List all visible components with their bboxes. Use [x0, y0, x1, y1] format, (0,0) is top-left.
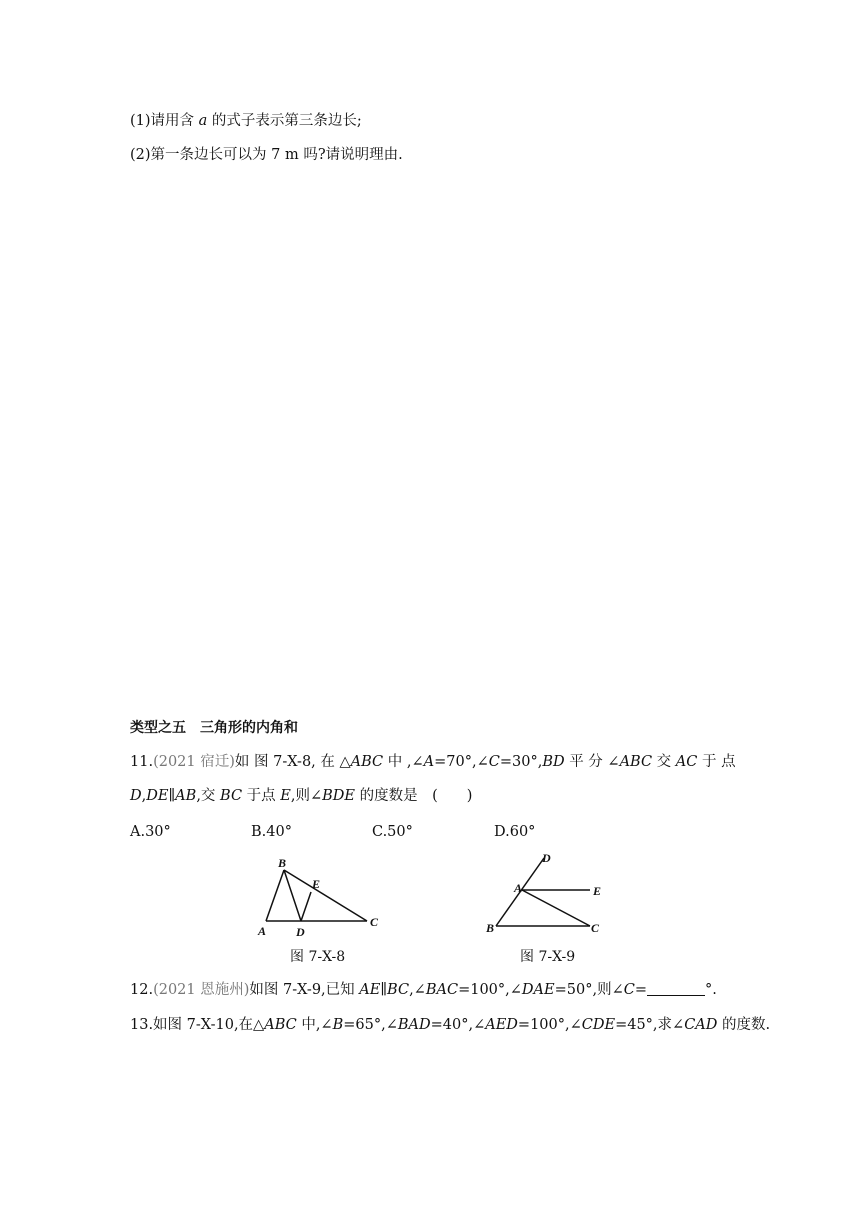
question-1-part-2: (2)第一条边长可以为 7 m 吗?请说明理由. — [130, 147, 403, 163]
math-symbol: DE — [146, 788, 169, 804]
answer-blank[interactable] — [647, 981, 705, 996]
text-run: =70°,∠ — [434, 754, 489, 770]
option-b: B.40° — [251, 824, 292, 840]
label-a: A — [514, 881, 523, 895]
math-symbol: BAD — [397, 1017, 431, 1033]
segment-ac — [522, 890, 590, 926]
text-run: =100°,∠ — [458, 982, 522, 998]
question-11-line-1: 11.(2021 宿迁)如 图 7-X-8, 在 △ABC 中 ,∠A=70°,∠C=30°,BD 平 分 ∠ABC 交 AC 于 点 — [130, 754, 736, 770]
figure-7-x-9 — [480, 848, 610, 940]
text-run: 13.如图 7-X-10,在△ — [130, 1017, 265, 1033]
math-symbol: E — [280, 788, 291, 804]
math-symbol: A — [423, 754, 435, 770]
math-symbol: ABC — [264, 1017, 297, 1033]
figure-7-x-9-caption: 图 7-X-9 — [520, 949, 576, 965]
text-run: 交 — [652, 754, 676, 770]
section-heading: 类型之五 三角形的内角和 — [130, 720, 298, 736]
math-symbol: ABC — [350, 754, 384, 770]
math-symbol: CAD — [684, 1017, 718, 1033]
label-e: E — [312, 877, 321, 891]
text-run: 的度数是 ( ) — [355, 788, 473, 804]
text-run: = — [634, 982, 647, 998]
math-symbol: B — [332, 1017, 344, 1033]
math-symbol: AB — [175, 788, 197, 804]
math-symbol: BC — [220, 788, 243, 804]
label-d: D — [296, 925, 305, 939]
text-run: ∥ — [380, 982, 388, 998]
math-symbol: AE — [359, 982, 381, 998]
text-run: =100°,∠ — [517, 1017, 582, 1033]
question-12: 12.(2021 恩施州)如图 7-X-9,已知 AE∥BC,∠BAC=100°,∠DAE=50°,则∠C= °. — [130, 982, 717, 998]
label-b: B — [278, 856, 287, 870]
question-11-line-2 — [130, 786, 472, 806]
segment-bd — [284, 870, 301, 921]
math-symbol: BC — [387, 982, 410, 998]
edge-ab — [266, 870, 284, 921]
question-11-source: (2021 宿迁) — [153, 754, 235, 770]
option-c: C.50° — [372, 824, 413, 840]
math-symbol: ABC — [619, 754, 653, 770]
label-d: D — [542, 851, 551, 865]
text-run: =65°,∠ — [343, 1017, 398, 1033]
label-a: A — [258, 924, 267, 938]
edge-bc — [284, 870, 367, 921]
text-run: 如图 7-X-9,已知 — [249, 982, 360, 998]
label-c: C — [591, 921, 600, 935]
math-symbol: AED — [485, 1017, 518, 1033]
text-run: 平 分 ∠ — [564, 754, 620, 770]
math-symbol: DAE — [521, 982, 555, 998]
text-run: =30°, — [499, 754, 543, 770]
label-e: E — [593, 884, 602, 898]
text-run: =40°,∠ — [430, 1017, 486, 1033]
text-run: =45°,求∠ — [615, 1017, 685, 1033]
question-13 — [130, 1015, 770, 1035]
math-symbol: BAC — [425, 982, 459, 998]
math-symbol: BD — [542, 754, 565, 770]
figure-7-x-8-caption: 图 7-X-8 — [290, 949, 346, 965]
text-run: 于点 — [242, 788, 281, 804]
text-run: 于 点 — [697, 754, 736, 770]
text-run: 如 图 7-X-8, 在 △ — [234, 754, 351, 770]
text-run: ,交 — [196, 788, 221, 804]
segment-de — [301, 892, 311, 921]
figure-7-x-8 — [250, 855, 390, 940]
math-symbol: AC — [675, 754, 698, 770]
question-1-part-1: (1)请用含 a 的式子表示第三条边长; — [130, 113, 362, 129]
math-symbol: CDE — [581, 1017, 616, 1033]
math-symbol: D — [130, 788, 142, 804]
math-symbol: C — [488, 754, 500, 770]
label-c: C — [370, 915, 379, 929]
question-12-source: (2021 恩施州) — [153, 982, 250, 998]
text-run: 中 ,∠ — [383, 754, 424, 770]
text-run: ,则∠ — [290, 788, 323, 804]
option-a: A.30° — [130, 824, 171, 840]
math-symbol: BDE — [322, 788, 356, 804]
label-b: B — [486, 921, 495, 935]
text-run: 中,∠ — [296, 1017, 333, 1033]
text-run: , — [141, 788, 147, 804]
math-symbol: C — [623, 982, 635, 998]
text-run: ,∠ — [409, 982, 426, 998]
text-run: ∥ — [168, 788, 176, 804]
option-d: D.60° — [494, 824, 536, 840]
text-run: =50°,则∠ — [554, 982, 624, 998]
text-run: 的度数. — [717, 1017, 771, 1033]
